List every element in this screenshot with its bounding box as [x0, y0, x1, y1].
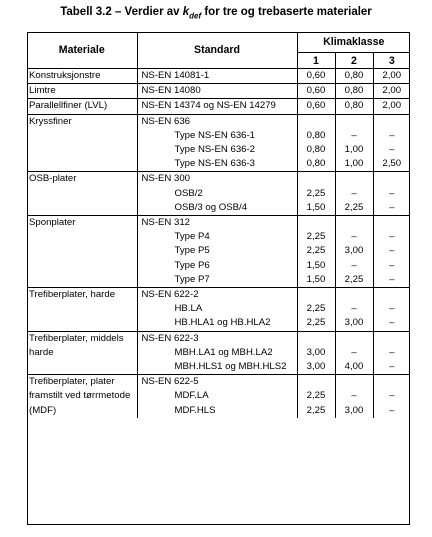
value-cell-class-3: 2,00: [373, 69, 410, 84]
standard-cell: HB.LA: [137, 302, 297, 316]
value-cell-class-3: –: [389, 404, 395, 416]
material-cell: Trefiberplater, middels harde: [27, 331, 137, 375]
value-cell-class-2: 2,25: [335, 273, 373, 288]
material-cell: Trefiberplater, plater framstilt ved tørrmetode (MDF): [27, 375, 137, 418]
material-cell: OSB-plater: [27, 172, 137, 216]
value-cell-class-2: [335, 375, 373, 390]
standard-cell: Type P5: [137, 244, 297, 258]
standard-cell: Type NS-EN 636-1: [137, 129, 297, 143]
value-cell-class-3: –: [389, 129, 395, 141]
value-cell-class-2: 4,00: [335, 360, 373, 375]
value-cell-class-3: –: [389, 303, 395, 315]
standard-cell: MBH.HLS1 og MBH.HLS2: [137, 360, 297, 375]
material-cell: Kryssfiner: [27, 114, 137, 172]
value-cell-class-3: [373, 288, 410, 303]
value-cell-class-2: –: [335, 389, 373, 403]
value-cell-class-3: –: [389, 346, 395, 358]
value-cell-class-1: 0,60: [297, 69, 335, 84]
value-cell-class-1: 2,25: [297, 302, 335, 316]
value-cell-class-2: –: [335, 259, 373, 273]
value-cell-class-1: 2,25: [297, 244, 335, 258]
value-cell-class-1: [297, 172, 335, 187]
header-class-2: 2: [335, 53, 373, 69]
value-cell-class-1: 1,50: [297, 201, 335, 216]
standard-cell: NS-EN 622-5: [137, 375, 297, 390]
material-cell: Sponplater: [27, 216, 137, 288]
value-cell-class-1: 2,25: [297, 389, 335, 403]
value-cell-class-3: –: [389, 231, 395, 243]
value-cell-class-3: 2,00: [373, 84, 410, 99]
value-cell-class-2: –: [335, 302, 373, 316]
value-cell-class-2: 1,00: [335, 157, 373, 172]
standard-cell: HB.HLA1 og HB.HLA2: [137, 316, 297, 331]
standard-cell: MDF.HLS: [137, 404, 297, 418]
value-cell-class-3: –: [389, 317, 395, 329]
standard-cell: Type P7: [137, 273, 297, 288]
value-cell-class-2: –: [335, 129, 373, 143]
standard-cell: Type NS-EN 636-2: [137, 143, 297, 157]
table-row: [27, 216, 410, 231]
value-cell-class-1: 3,00: [297, 346, 335, 360]
table-row: [27, 288, 410, 303]
value-cell-class-2: [335, 114, 373, 129]
value-cell-class-1: 0,60: [297, 84, 335, 99]
standard-cell: NS-EN 622-3: [137, 331, 297, 346]
value-cell-class-3: 2,50: [382, 158, 402, 170]
title-suffix: for tre og trebaserte materialer: [201, 6, 372, 18]
value-cell-class-3: –: [389, 259, 395, 271]
value-cell-class-2: 0,80: [335, 99, 373, 114]
standard-cell: OSB/3 og OSB/4: [137, 201, 297, 216]
value-cell-class-3: –: [389, 144, 395, 156]
value-cell-class-1: 0,80: [297, 157, 335, 172]
value-cell-class-1: 0,60: [297, 99, 335, 114]
standard-cell: OSB/2: [137, 187, 297, 201]
value-cell-class-2: [335, 172, 373, 187]
value-cell-class-1: 0,80: [297, 129, 335, 143]
value-cell-class-1: 3,00: [297, 360, 335, 375]
value-cell-class-2: [335, 216, 373, 231]
value-cell-class-3: –: [389, 273, 395, 285]
value-cell-class-3: 2,00: [373, 99, 410, 114]
table-row: [27, 84, 410, 99]
value-cell-class-1: [297, 216, 335, 231]
value-cell-class-1: 2,25: [297, 187, 335, 201]
value-cell-class-3: [373, 216, 410, 231]
value-cell-class-1: 2,25: [297, 230, 335, 244]
value-cell-class-1: 1,50: [297, 273, 335, 288]
value-cell-class-2: 0,80: [335, 69, 373, 84]
table-row: [27, 375, 410, 390]
value-cell-class-2: 3,00: [335, 244, 373, 258]
standard-cell: MDF.LA: [137, 389, 297, 403]
value-cell-class-1: 1,50: [297, 259, 335, 273]
value-cell-class-1: 2,25: [297, 404, 335, 418]
title-sub: def: [189, 11, 202, 21]
standard-cell: NS-EN 622-2: [137, 288, 297, 303]
standard-cell: NS-EN 312: [137, 216, 297, 231]
standard-cell: Type NS-EN 636-3: [137, 157, 297, 172]
value-cell-class-1: [297, 375, 335, 390]
standard-cell: NS-EN 14081-1: [137, 69, 297, 84]
value-cell-class-3: –: [389, 187, 395, 199]
value-cell-class-1: 0,80: [297, 143, 335, 157]
kdef-table: [27, 32, 410, 418]
table-row: [27, 172, 410, 187]
value-cell-class-1: [297, 288, 335, 303]
title-prefix: Tabell 3.2 – Verdier av: [60, 6, 183, 18]
table-row: [27, 69, 410, 84]
header-klimaklasse: Klimaklasse: [323, 36, 385, 48]
title-k: k: [182, 6, 190, 18]
value-cell-class-2: 3,00: [335, 316, 373, 331]
standard-cell: NS-EN 14080: [137, 84, 297, 99]
material-cell: Parallellfiner (LVL): [27, 99, 137, 114]
table-title: [0, 6, 432, 20]
table-body: [27, 69, 410, 418]
value-cell-class-3: [373, 114, 410, 129]
value-cell-class-3: [373, 375, 410, 390]
header-class-3: 3: [373, 53, 410, 69]
standard-cell: NS-EN 300: [137, 172, 297, 187]
value-cell-class-3: –: [389, 361, 395, 373]
table-row: [27, 99, 410, 114]
header-material: Materiale: [27, 32, 137, 69]
material-cell: Konstruksjonstre: [27, 69, 137, 84]
header-class-1: 1: [297, 53, 335, 69]
material-cell: Limtre: [27, 84, 137, 99]
standard-cell: NS-EN 636: [137, 114, 297, 129]
value-cell-class-2: [335, 331, 373, 346]
value-cell-class-3: [373, 331, 410, 346]
value-cell-class-1: [297, 114, 335, 129]
value-cell-class-2: 1,00: [335, 143, 373, 157]
value-cell-class-2: 0,80: [335, 84, 373, 99]
value-cell-class-3: –: [389, 201, 395, 213]
value-cell-class-2: –: [335, 187, 373, 201]
value-cell-class-2: –: [335, 230, 373, 244]
value-cell-class-3: –: [389, 390, 395, 402]
value-cell-class-1: 2,25: [297, 316, 335, 331]
value-cell-class-1: [297, 331, 335, 346]
standard-cell: Type P6: [137, 259, 297, 273]
header-standard: Standard: [137, 32, 297, 69]
material-cell: Trefiberplater, harde: [27, 288, 137, 332]
standard-cell: Type P4: [137, 230, 297, 244]
value-cell-class-2: [335, 288, 373, 303]
standard-cell: NS-EN 14374 og NS-EN 14279: [137, 99, 297, 114]
standard-cell: MBH.LA1 og MBH.LA2: [137, 346, 297, 360]
value-cell-class-2: 2,25: [335, 201, 373, 216]
table-row: [27, 331, 410, 346]
table-row: [27, 114, 410, 129]
value-cell-class-3: –: [389, 245, 395, 257]
value-cell-class-2: 3,00: [335, 404, 373, 418]
value-cell-class-2: –: [335, 346, 373, 360]
value-cell-class-3: [373, 172, 410, 187]
